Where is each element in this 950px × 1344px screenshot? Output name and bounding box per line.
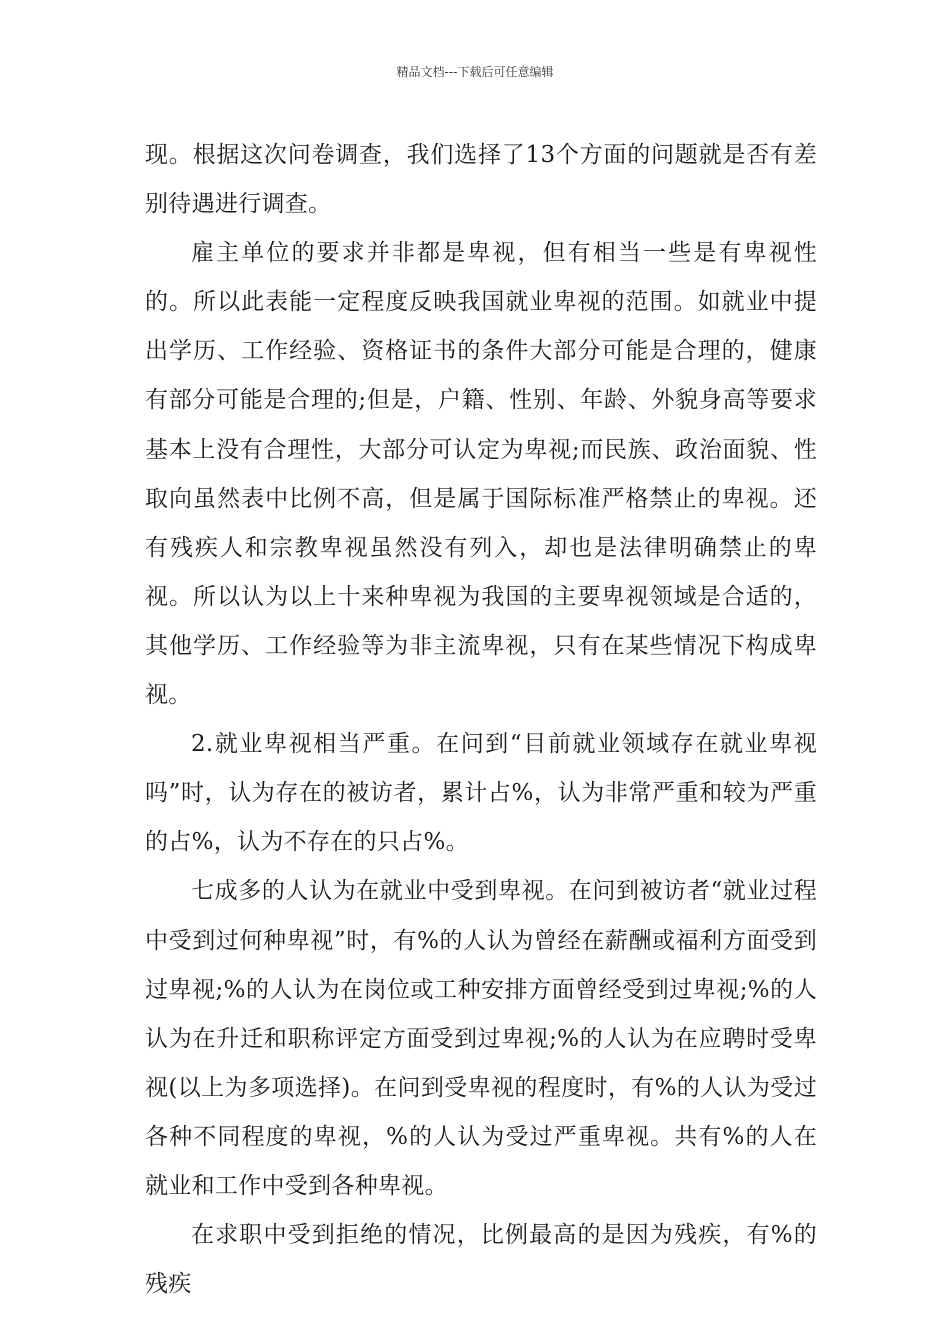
paragraph: 现。根据这次问卷调查，我们选择了13个方面的问题就是否有差别待遇进行调查。 <box>145 142 817 218</box>
document-body <box>145 131 817 1309</box>
page-header: 精品文档---下载后可任意编辑 <box>396 65 554 79</box>
paragraph: 2.就业卑视相当严重。在问到“目前就业领域存在就业卑视吗”时，认为存在的被访者，累计占%，认为非常严重和较为严重的占%，认为不存在的只占%。 <box>145 731 817 856</box>
paragraph: 在求职中受到拒绝的情况，比例最高的是因为残疾，有%的残疾 <box>145 1222 817 1298</box>
paragraph: 雇主单位的要求并非都是卑视，但有相当一些是有卑视性的。所以此表能一定程度反映我国就业卑视的范围。如就业中提出学历、工作经验、资格证书的条件大部分可能是合理的，健康有部分可能是合理的;但是，户籍、性别、年龄、外貌身高等要求基本上没有合理性，大部分可认定为卑视;而民族、政治面貌、性取向虽然表中比例不高，但是属于国际标准严格禁止的卑视。还有残疾人和宗教卑视虽然没有列入，却也是法律明确禁止的卑视。所以认为以上十来种卑视为我国的主要卑视领域是合适的，其他学历、工作经验等为非主流卑视，只有在某些情况下构成卑视。 <box>145 240 817 709</box>
paragraph: 七成多的人认为在就业中受到卑视。在问到被访者“就业过程中受到过何种卑视”时，有%的人认为曾经在薪酬或福利方面受到过卑视;%的人认为在岗位或工种安排方面曾经受到过卑视;%的人认为在升迁和职称评定方面受到过卑视;%的人认为在应聘时受卑视(以上为多项选择)。在问到受卑视的程度时，有%的人认为受过各种不同程度的卑视，%的人认为受过严重卑视。共有%的人在就业和工作中受到各种卑视。 <box>145 878 817 1199</box>
